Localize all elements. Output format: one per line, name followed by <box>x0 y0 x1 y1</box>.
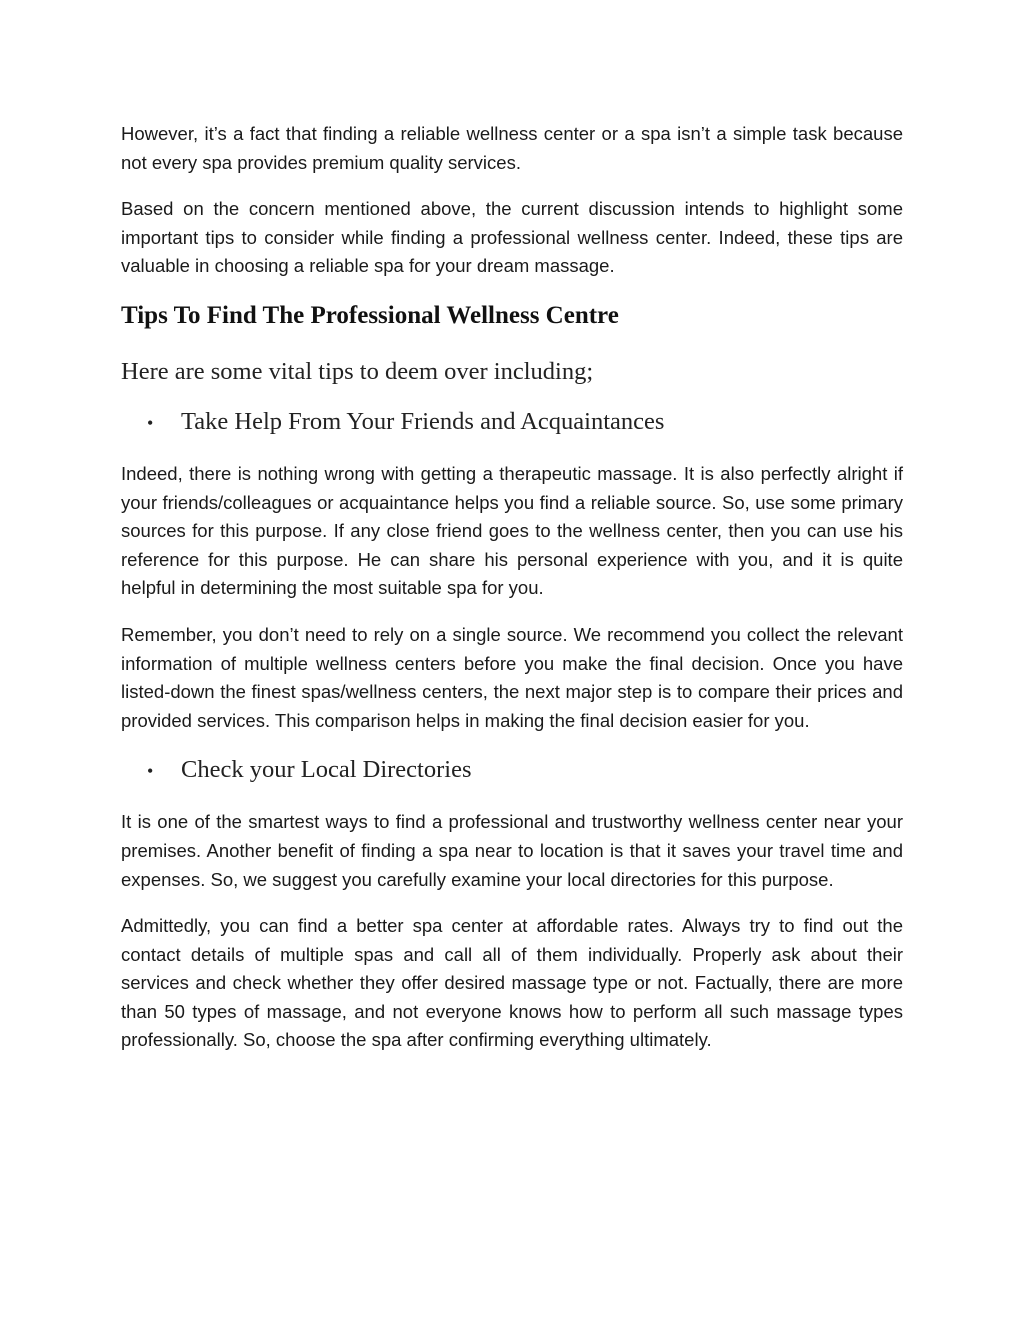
paragraph-intro-1: However, it’s a fact that finding a reliable wellness center or a spa isn’t a simple task because not every spa provides premium quality services. <box>121 123 903 173</box>
bullet-label: Take Help From Your Friends and Acquaintances <box>181 407 665 435</box>
bullet-icon: • <box>147 761 154 782</box>
paragraph-friends-1: Indeed, there is nothing wrong with getting a therapeutic massage. It is also perfectly alright if your friends/colleagues or acquaintance helps you find a reliable source. So, use some primary sources for this purpose. If any close friend goes to the wellness center, then you can use his reference for this purpose. He can share his personal experience with you, and it is quite helpful in determining the most suitable spa for you. <box>121 462 903 599</box>
bullet-icon: • <box>147 412 154 433</box>
bullet-label: Check your Local Directories <box>181 756 472 784</box>
page-content <box>121 120 903 1073</box>
bullet-item-friends <box>121 405 903 440</box>
paragraph-intro-2: Based on the concern mentioned above, the current discussion intends to highlight some important tips to consider while finding a professional wellness center. Indeed, these tips are valuable in choosing a reliable spa for your dream massage. <box>121 198 903 277</box>
tips-intro: Here are some vital tips to deem over including; <box>121 357 594 385</box>
bullet-item-directories <box>121 753 903 788</box>
paragraph-friends-2: Remember, you don’t need to rely on a single source. We recommend you collect the relevant information of multiple wellness centers before you make the final decision. Once you have listed-down the finest spas/wellness centers, the next major step is to compare their prices and provided services. This comparison helps in making the final decision easier for you. <box>121 623 903 731</box>
paragraph-directories-1: It is one of the smartest ways to find a professional and trustworthy wellness center near your premises. Another benefit of finding a spa near to location is that it saves your travel time and expenses. So, we suggest you carefully examine your local directories for this purpose. <box>121 811 903 890</box>
paragraph-directories-2: Admittedly, you can find a better spa center at affordable rates. Always try to find out the contact details of multiple spas and call all of them individually. Properly ask about their services and check whether they offer desired massage type or not. Factually, there are more than 50 types of massage, and not everyone knows how to perform all such massage types professionally. So, choose the spa after confirming everything ultimately. <box>121 915 903 1051</box>
section-heading: Tips To Find The Professional Wellness Centre <box>121 301 619 329</box>
